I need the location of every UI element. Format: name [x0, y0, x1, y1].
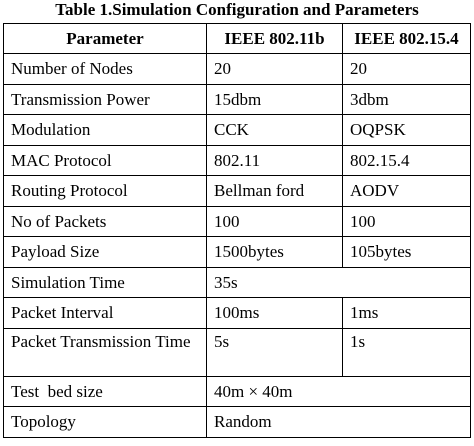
ieee-802-15-4-cell: 105bytes — [343, 237, 471, 268]
ieee-802-15-4-cell: 1ms — [343, 298, 471, 329]
ieee-802-15-4-cell: 20 — [343, 54, 471, 85]
parameter-cell: Test bed size — [4, 376, 207, 407]
table-row — [4, 115, 471, 146]
table-row — [4, 298, 471, 329]
table-row — [4, 54, 471, 85]
ieee-802-15-4-cell: OQPSK — [343, 115, 471, 146]
table-caption: Table 1.Simulation Configuration and Parameters — [55, 0, 419, 19]
shared-value-cell: Random — [207, 407, 471, 438]
parameter-cell: Modulation — [4, 115, 207, 146]
table-row — [4, 145, 471, 176]
ieee-802-11b-cell: Bellman ford — [207, 176, 343, 207]
ieee-802-11b-cell: 100ms — [207, 298, 343, 329]
ieee-802-15-4-cell: AODV — [343, 176, 471, 207]
table-row — [4, 267, 471, 298]
ieee-802-11b-cell: 5s — [207, 328, 343, 376]
ieee-802-15-4-cell: 3dbm — [343, 84, 471, 115]
table-row — [4, 206, 471, 237]
ieee-802-11b-cell: 100 — [207, 206, 343, 237]
parameter-cell: Packet Interval — [4, 298, 207, 329]
ieee-802-15-4-cell: 100 — [343, 206, 471, 237]
parameter-cell: Routing Protocol — [4, 176, 207, 207]
table-row — [4, 237, 471, 268]
column-header-ieee-802-11b: IEEE 802.11b — [207, 24, 343, 54]
ieee-802-15-4-cell: 1s — [343, 328, 471, 376]
parameter-cell: Transmission Power — [4, 84, 207, 115]
parameter-cell: Topology — [4, 407, 207, 438]
ieee-802-11b-cell: 15dbm — [207, 84, 343, 115]
table-row — [4, 376, 471, 407]
ieee-802-11b-cell: CCK — [207, 115, 343, 146]
table-row — [4, 84, 471, 115]
shared-value-cell: 35s — [207, 267, 471, 298]
parameter-cell: Payload Size — [4, 237, 207, 268]
column-header-ieee-802-15-4: IEEE 802.15.4 — [343, 24, 471, 54]
shared-value-cell: 40m × 40m — [207, 376, 471, 407]
ieee-802-15-4-cell: 802.15.4 — [343, 145, 471, 176]
ieee-802-11b-cell: 20 — [207, 54, 343, 85]
ieee-802-11b-cell: 802.11 — [207, 145, 343, 176]
parameter-cell: No of Packets — [4, 206, 207, 237]
parameter-cell: MAC Protocol — [4, 145, 207, 176]
column-header-parameter: Parameter — [4, 24, 207, 54]
table-row — [4, 176, 471, 207]
simulation-parameters-table — [3, 23, 471, 438]
table-row — [4, 328, 471, 376]
parameter-cell: Number of Nodes — [4, 54, 207, 85]
table-row — [4, 407, 471, 438]
parameter-cell: Packet Transmission Time — [4, 328, 207, 376]
header-row — [4, 24, 471, 54]
ieee-802-11b-cell: 1500bytes — [207, 237, 343, 268]
parameter-cell: Simulation Time — [4, 267, 207, 298]
